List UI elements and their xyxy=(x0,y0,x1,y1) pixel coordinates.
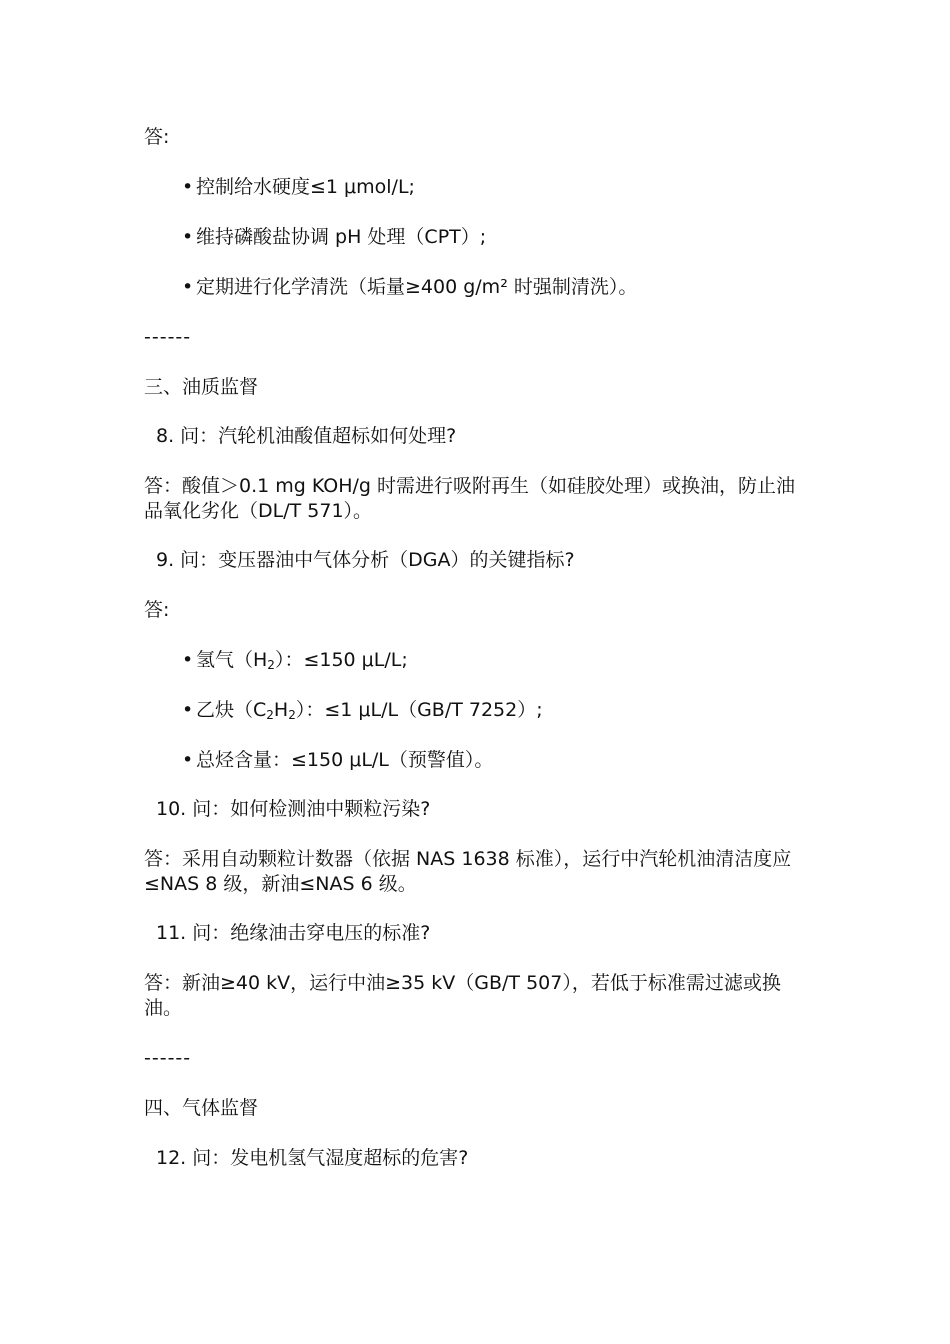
question-text: 问：绝缘油击穿电压的标准? xyxy=(192,922,431,944)
answer-text: 答：酸值＞0.1 mg KOH/g 时需进行吸附再生（如硅胶处理）或换油，防止油品氧化劣化（DL/T 571）。 xyxy=(144,475,796,522)
question-text: 问：如何检测油中颗粒污染? xyxy=(192,798,431,820)
separator: ------ xyxy=(144,1047,192,1069)
answer-text: 答：采用自动颗粒计数器（依据 NAS 1638 标准），运行中汽轮机油清洁度应≤NAS 8 级，新油≤NAS 6 级。 xyxy=(144,848,792,895)
section-title: 三、油质监督 xyxy=(144,376,259,398)
answer-label: 答: xyxy=(144,599,170,621)
bullet-text: 控制给水硬度≤1 μmol/L; xyxy=(196,176,415,198)
question-number: 8. xyxy=(156,425,175,447)
bullet-text: 定期进行化学清洗（垢量≥400 g/m² 时强制清洗）。 xyxy=(196,276,638,298)
question-text: 问：汽轮机油酸值超标如何处理? xyxy=(180,425,457,447)
bullet-item xyxy=(182,275,822,300)
question-number: 9. xyxy=(156,549,175,571)
bullet-text-part: H xyxy=(273,699,289,721)
answer-text: 答：新油≥40 kV，运行中油≥35 kV（GB/T 507），若低于标准需过滤或换油。 xyxy=(144,972,781,1019)
question xyxy=(156,797,816,822)
question xyxy=(156,921,816,946)
subscript: 2 xyxy=(267,658,275,672)
bullet-item xyxy=(182,698,822,723)
bullet-text: 总烃含量：≤150 μL/L（预警值）。 xyxy=(196,749,494,771)
bullet-text-part: 氢气（H xyxy=(196,649,268,671)
bullet-text xyxy=(196,649,408,671)
bullet-icon: • xyxy=(182,276,194,298)
bullet-text xyxy=(196,699,543,721)
separator: ------ xyxy=(144,326,192,348)
bullet-item xyxy=(182,175,822,200)
answer-label: 答: xyxy=(144,126,170,148)
bullet-text-part: 乙炔（C xyxy=(196,699,267,721)
question xyxy=(156,424,816,449)
bullet-icon: • xyxy=(182,749,194,771)
bullet-text: 维持磷酸盐协调 pH 处理（CPT）; xyxy=(196,226,487,248)
bullet-item xyxy=(182,648,822,673)
bullet-text-part: ）：≤1 μL/L（GB/T 7252）; xyxy=(295,699,543,721)
question-number: 10. xyxy=(156,798,187,820)
bullet-text-part: ）：≤150 μL/L; xyxy=(274,649,408,671)
question-text: 问：发电机氢气湿度超标的危害? xyxy=(192,1147,469,1169)
question-number: 11. xyxy=(156,922,187,944)
bullet-item xyxy=(182,225,822,250)
subscript: 2 xyxy=(266,708,274,722)
bullet-icon: • xyxy=(182,649,194,671)
question-number: 12. xyxy=(156,1147,187,1169)
question xyxy=(156,548,816,573)
bullet-icon: • xyxy=(182,176,194,198)
bullet-icon: • xyxy=(182,699,194,721)
question-text: 问：变压器油中气体分析（DGA）的关键指标? xyxy=(180,549,575,571)
section-title: 四、气体监督 xyxy=(144,1097,259,1119)
question xyxy=(156,1146,816,1171)
bullet-item xyxy=(182,748,822,773)
bullet-icon: • xyxy=(182,226,194,248)
subscript: 2 xyxy=(288,708,296,722)
